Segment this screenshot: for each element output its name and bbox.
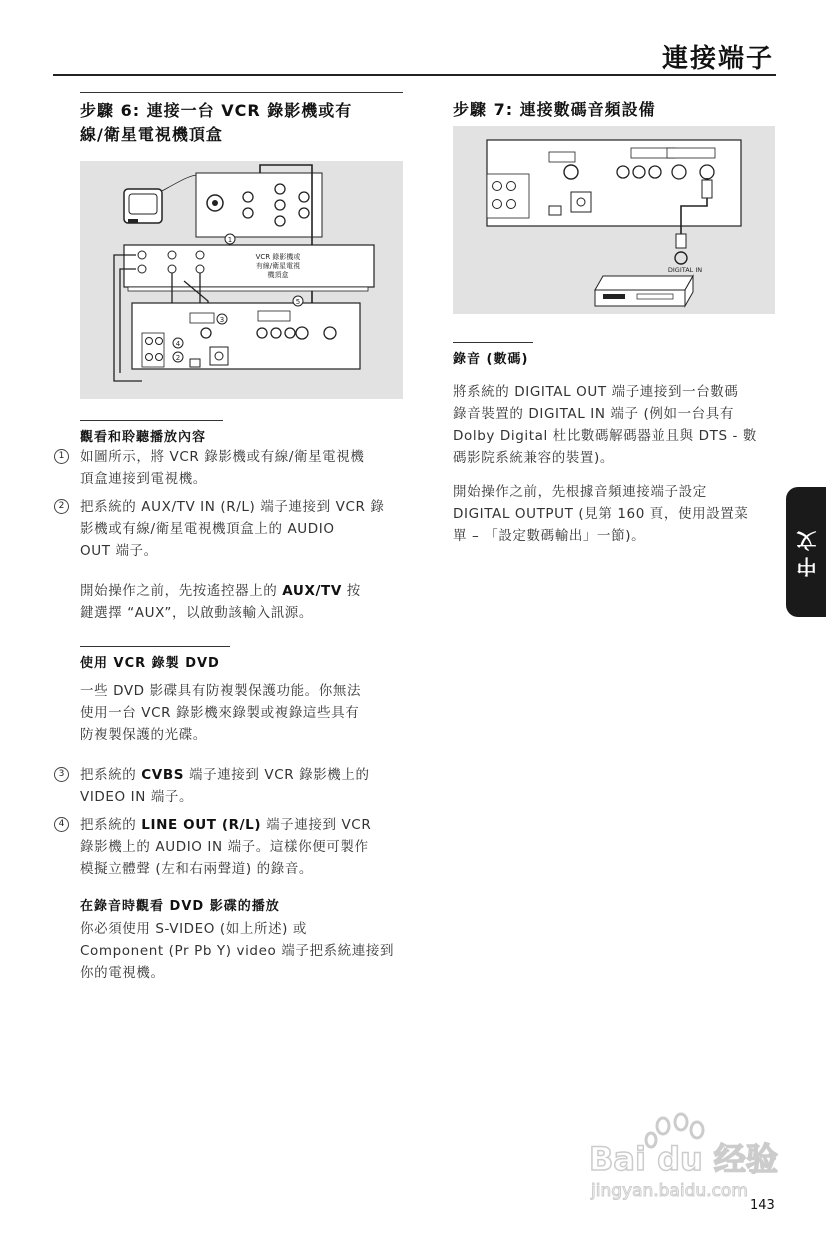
item-3-line1 <box>80 764 400 786</box>
watch-while-record-title: 在錄音時觀看 DVD 影碟的播放 <box>80 899 280 914</box>
page-number: 143 <box>750 1198 775 1213</box>
digital-output-line1: 開始操作之前，先根據音頻連接端子設定 <box>453 484 707 500</box>
tv-icon <box>124 189 162 223</box>
watch-listen-title: 觀看和聆聽播放內容 <box>80 430 207 445</box>
item-2-number: 2 <box>54 499 69 514</box>
item-3-line2: VIDEO IN 端子。 <box>80 789 194 805</box>
item-4-line3: 模擬立體聲 (左和右兩聲道) 的錄音。 <box>80 861 314 877</box>
copy-protect-paragraph <box>80 680 400 746</box>
watermark-brand: Bai du 经验 <box>589 1140 778 1178</box>
aux-note-line2: 鍵選擇 “AUX”，以啟動該輸入訊源。 <box>80 605 313 621</box>
watch-while-record <box>80 898 400 984</box>
page-header <box>53 28 776 76</box>
item-4-number: 4 <box>54 817 69 832</box>
vcr-connection-diagram <box>80 161 403 399</box>
item-4-pre: 把系統的 <box>80 817 142 833</box>
step6-heading <box>80 92 403 147</box>
watch-while-record-line3: 你的電視機。 <box>80 965 165 981</box>
player-rear-panel <box>132 303 360 369</box>
record-digital-rule <box>453 342 533 343</box>
callout-3 <box>217 314 227 324</box>
page-title: 連接端子 <box>661 44 774 74</box>
record-digital-section <box>453 342 776 547</box>
watch-listen-rule <box>80 420 223 421</box>
step6-rule <box>80 92 403 93</box>
record-digital-line1: 將系統的 DIGITAL OUT 端子連接到一台數碼 <box>453 384 739 400</box>
item-3-pre: 把系統的 <box>80 767 142 783</box>
callout-1-label: 1 <box>227 236 233 244</box>
recorder-device <box>595 276 693 306</box>
item-3 <box>54 764 400 808</box>
aux-note <box>80 580 400 624</box>
item-2 <box>54 496 400 562</box>
item-2-line1: 把系統的 AUX/TV IN (R/L) 端子連接到 VCR 錄 <box>80 499 385 515</box>
vcr-box-label-l3: 機頂盒 <box>267 271 289 279</box>
baidu-watermark <box>585 1112 785 1204</box>
aux-note-post: 按 <box>341 583 361 599</box>
callout-2 <box>173 352 183 362</box>
watermark-url: jingyan.baidu.com <box>591 1181 748 1201</box>
item-1-line1: 如圖所示，將 VCR 錄影機或有線/衛星電視機 <box>80 449 365 465</box>
digital-in-jack <box>668 252 702 274</box>
cvbs-term: CVBS <box>141 767 185 783</box>
item-1 <box>54 446 400 490</box>
step6-title-line1: 步驟 6: 連接一台 VCR 錄影機或有 <box>80 101 353 120</box>
step7-heading <box>453 92 776 122</box>
copy-protect-line1: 一些 DVD 影碟具有防複製保護功能。你無法 <box>80 683 362 699</box>
callout-4 <box>173 338 183 348</box>
record-digital-line3: Dolby Digital 杜比數碼解碼器並且與 DTS - 數 <box>453 428 757 444</box>
aux-tv-key: AUX/TV <box>282 583 342 599</box>
callout-5 <box>293 296 303 306</box>
language-tab <box>786 487 826 617</box>
item-1-number: 1 <box>54 449 69 464</box>
item-2-line2: 影機或有線/衛星電視機頂盒上的 AUDIO <box>80 521 335 537</box>
record-digital-line4: 碼影院系統兼容的裝置)。 <box>453 450 614 466</box>
watch-while-record-line2: Component (Pr Pb Y) video 端子把系統連接到 <box>80 943 395 959</box>
item-4-post: 端子連接到 VCR <box>261 817 372 833</box>
aux-note-pre: 開始操作之前，先按遙控器上的 <box>80 583 283 599</box>
item-4-line1 <box>80 814 400 836</box>
item-4-line2: 錄影機上的 AUDIO IN 端子。這樣你便可製作 <box>80 839 369 855</box>
vcr-box-label-l2: 有線/衛星電視 <box>255 262 301 270</box>
callout-1 <box>225 234 235 244</box>
vcr-box-label-l1: VCR 錄影機或 <box>255 253 301 261</box>
tv-rear-panel <box>162 173 322 237</box>
record-digital-title: 錄音 (數碼) <box>453 352 529 367</box>
vcr-record-heading <box>80 646 230 673</box>
step6-title-line2: 線/衛星電視機頂盒 <box>80 125 223 144</box>
step7-title: 步驟 7: 連接數碼音頻設備 <box>453 100 656 119</box>
item-3-number: 3 <box>54 767 69 782</box>
record-digital-line2: 錄音裝置的 DIGITAL IN 端子 (例如一台具有 <box>453 406 734 422</box>
line-out-term: LINE OUT (R/L) <box>141 817 262 833</box>
callout-2-label: 2 <box>175 354 181 362</box>
digital-output-line3: 單 – 「設定數碼輸出」一節)。 <box>453 528 646 544</box>
aux-note-line1 <box>80 580 400 602</box>
vcr-record-rule <box>80 646 230 647</box>
item-2-line3: OUT 端子。 <box>80 543 158 559</box>
item-1-line2: 頂盒連接到電視機。 <box>80 471 207 487</box>
language-tab-label: 中文 <box>796 525 820 577</box>
digital-in-label: DIGITAL IN <box>667 266 703 274</box>
digital-audio-diagram <box>453 126 775 314</box>
callout-4-label: 4 <box>175 340 181 348</box>
digital-output-line2: DIGITAL OUTPUT (見第 160 頁，使用設置菜 <box>453 506 749 522</box>
vcr-box <box>124 245 374 291</box>
watch-listen-heading <box>80 420 223 447</box>
callout-3-label: 3 <box>219 316 225 324</box>
item-3-post: 端子連接到 VCR 錄影機上的 <box>184 767 370 783</box>
callout-5-label: 5 <box>295 298 301 306</box>
copy-protect-line3: 防複製保護的光碟。 <box>80 727 207 743</box>
vcr-record-title: 使用 VCR 錄製 DVD <box>80 656 220 671</box>
watch-while-record-line1: 你必須使用 S-VIDEO (如上所述) 或 <box>80 921 308 937</box>
copy-protect-line2: 使用一台 VCR 錄影機來錄製或複錄這些具有 <box>80 705 360 721</box>
item-4 <box>54 814 400 880</box>
